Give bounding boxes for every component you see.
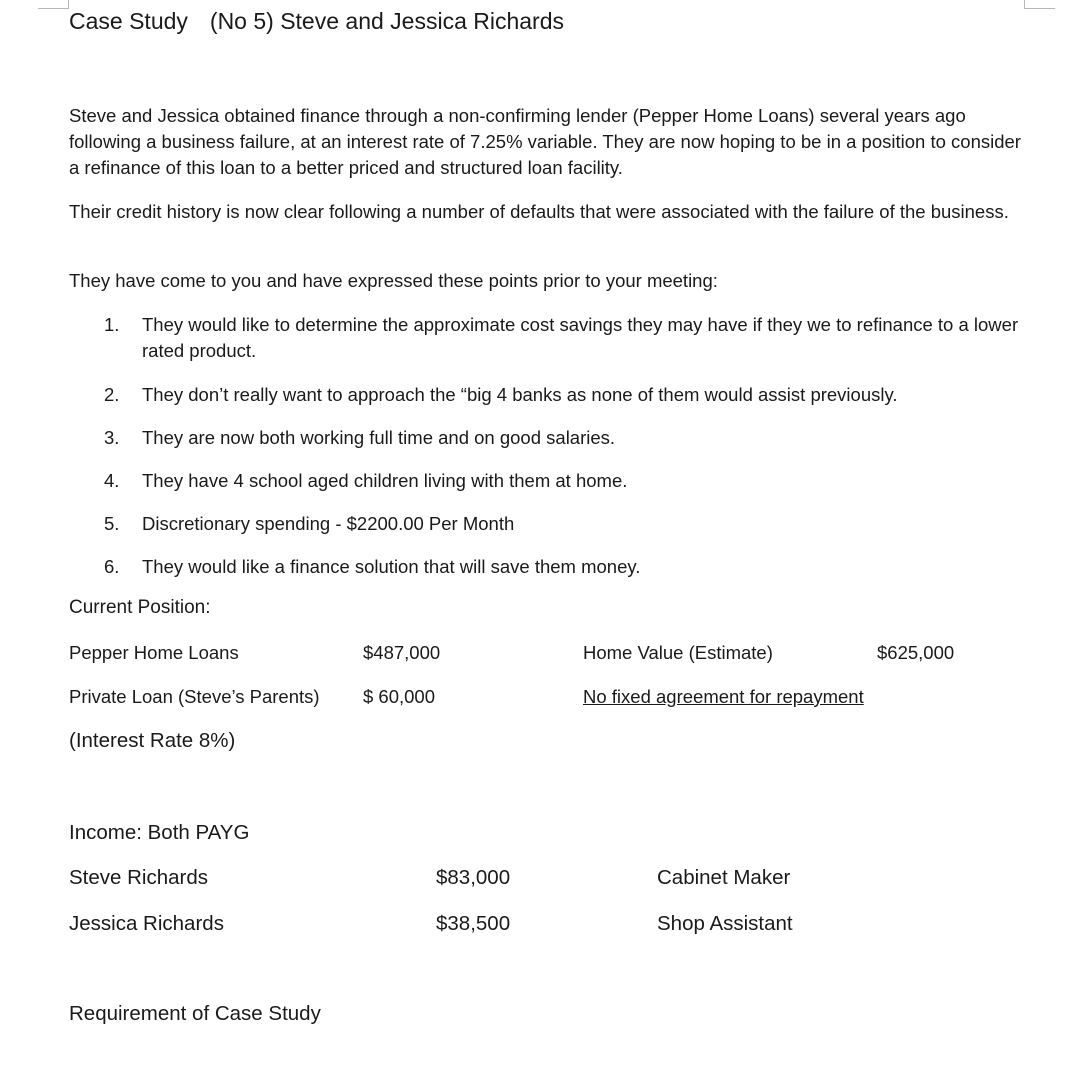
income-row-occupation: Cabinet Maker [657, 866, 791, 889]
list-item-text: They would like a finance solution that will save them money. [142, 556, 641, 577]
income-row-salary: $38,500 [436, 912, 511, 935]
credit-history-paragraph: Their credit history is now clear following a number of defaults that were associated with the failure of the business. [69, 201, 1009, 222]
list-item-number: 1. [104, 314, 120, 335]
case-study-name: (No 5) Steve and Jessica Richards [209, 8, 565, 34]
income-row-salary: $83,000 [436, 866, 511, 889]
current-position-heading: Current Position: [69, 597, 211, 618]
intro-paragraph: Steve and Jessica obtained finance through a non-confirming lender (Pepper Home Loans) several years ago following a business failure, at an interest rate of 7.25% variable. They are now hoping to be in a position to consider a refinance of this loan to a better priced and structured loan facility. [69, 105, 1021, 178]
list-item-text: They would like to determine the approximate cost savings they may have if they we to refinance to a lower rated product. [142, 314, 1019, 361]
list-item-number: 4. [104, 470, 120, 491]
page-title [69, 8, 564, 35]
private-loan-label: Private Loan (Steve’s Parents) [69, 686, 320, 707]
list-item-text: They have 4 school aged children living with them at home. [142, 470, 628, 491]
home-value-amount: $625,000 [877, 642, 955, 663]
private-loan-value: $ 60,000 [363, 686, 436, 707]
points-intro-paragraph: They have come to you and have expressed these points prior to your meeting: [69, 270, 718, 291]
income-row-name: Jessica Richards [69, 912, 224, 935]
repayment-note: No fixed agreement for repayment [583, 686, 864, 707]
pepper-loan-label: Pepper Home Loans [69, 642, 239, 663]
page-corner-marker-right [1024, 0, 1055, 9]
income-heading: Income: Both PAYG [69, 821, 250, 844]
list-item-number: 3. [104, 427, 120, 448]
page-corner-marker-left [38, 0, 69, 9]
income-row-occupation: Shop Assistant [657, 912, 793, 935]
pepper-loan-value: $487,000 [363, 642, 441, 663]
list-item-number: 6. [104, 556, 120, 577]
interest-rate-note: (Interest Rate 8%) [69, 729, 236, 752]
case-study-label: Case Study [69, 8, 188, 34]
requirement-heading: Requirement of Case Study [69, 1002, 321, 1025]
list-item-number: 5. [104, 513, 120, 534]
list-item-number: 2. [104, 384, 120, 405]
list-item-text: Discretionary spending - $2200.00 Per Month [142, 513, 515, 534]
home-value-label: Home Value (Estimate) [583, 642, 773, 663]
income-row-name: Steve Richards [69, 866, 209, 889]
list-item-text: They don’t really want to approach the “big 4 banks as none of them would assist previously. [142, 384, 898, 405]
list-item-text: They are now both working full time and on good salaries. [142, 427, 616, 448]
